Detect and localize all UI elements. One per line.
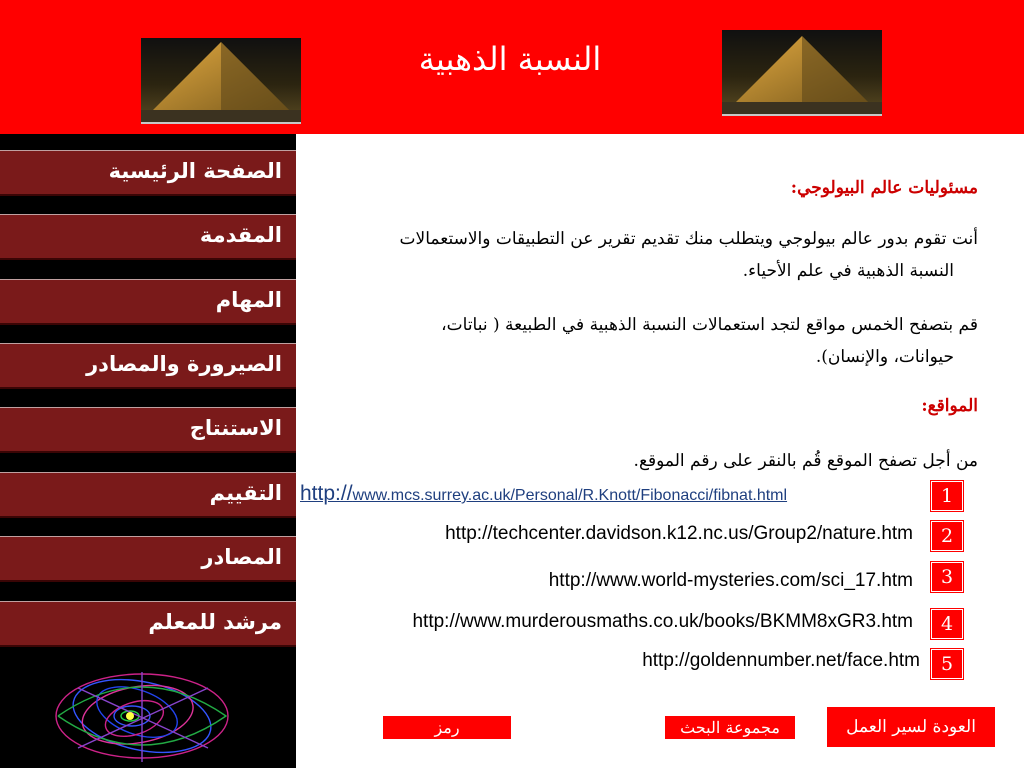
pyramid-image-right	[722, 30, 882, 116]
sidebar-item-conclusion[interactable]	[0, 407, 296, 453]
sidebar-item-label: المقدمة	[199, 223, 282, 247]
back-to-workflow-button[interactable]: العودة لسير العمل	[827, 707, 995, 747]
site-number-button-2[interactable]: 2	[931, 521, 963, 551]
biologist-heading: مسئوليات عالم البيولوجي:	[790, 178, 978, 198]
sidebar-item-label: المهام	[215, 288, 282, 312]
site-number-button-1[interactable]: 1	[931, 481, 963, 511]
sites-instruction: من أجل تصفح الموقع قُم بالنقر على رقم الموقع.	[633, 451, 978, 471]
sidebar-item-tasks[interactable]	[0, 279, 296, 325]
research-group-button[interactable]: مجموعة البحث	[665, 716, 795, 739]
sidebar-item-process[interactable]	[0, 343, 296, 389]
site-link-1-path: www.mcs.surrey.ac.uk/Personal/R.Knott/Fibonacci/fibnat.html	[352, 487, 788, 504]
paragraph-task-line2: حيوانات، والإنسان).	[815, 347, 954, 367]
site-number-button-4[interactable]: 4	[931, 609, 963, 639]
site-number-button-5[interactable]: 5	[931, 649, 963, 679]
page-title: النسبة الذهبية	[418, 40, 602, 78]
site-link-3[interactable]: http://www.world-mysteries.com/sci_17.htm	[548, 570, 913, 591]
paragraph-task-line1: قم بتصفح الخمس مواقع لتجد استعمالات النسبة الذهبية في الطبيعة ( نباتات،	[441, 315, 978, 335]
sidebar-item-teacher-guide[interactable]	[0, 601, 296, 647]
sidebar-item-label: الصفحة الرئيسية	[108, 159, 282, 183]
sidebar-item-resources[interactable]	[0, 536, 296, 582]
site-link-2[interactable]: http://techcenter.davidson.k12.nc.us/Group2/nature.htm	[445, 523, 913, 544]
paragraph-role-line2: النسبة الذهبية في علم الأحياء.	[742, 261, 954, 281]
site-number-button-3[interactable]: 3	[931, 562, 963, 592]
main-content	[300, 134, 1024, 768]
site-link-5[interactable]: http://goldennumber.net/face.htm	[642, 650, 920, 671]
site-link-1[interactable]	[300, 482, 787, 506]
sidebar-item-label: الصيرورة والمصادر	[86, 352, 282, 376]
sites-heading: المواقع:	[921, 396, 978, 416]
sidebar-item-label: المصادر	[201, 545, 282, 569]
symbol-button[interactable]: رمز	[383, 716, 511, 739]
pyramid-image-left	[141, 38, 301, 124]
site-link-1-protocol: http://	[300, 482, 353, 505]
sidebar-item-label: مرشد للمعلم	[148, 610, 282, 634]
sidebar-item-introduction[interactable]	[0, 214, 296, 260]
sidebar-item-label: الاستنتاج	[189, 416, 282, 440]
sidebar-item-evaluation[interactable]	[0, 472, 296, 518]
paragraph-role-line1: أنت تقوم بدور عالم بيولوجي ويتطلب منك تقديم تقرير عن التطبيقات والاستعمالات	[399, 229, 978, 249]
header-banner	[0, 0, 1024, 134]
spiral-image	[38, 668, 246, 768]
sidebar-item-label: التقييم	[209, 481, 282, 505]
site-link-4[interactable]: http://www.murderousmaths.co.uk/books/BKMM8xGR3.htm	[412, 611, 913, 632]
sidebar-item-home[interactable]	[0, 150, 296, 196]
